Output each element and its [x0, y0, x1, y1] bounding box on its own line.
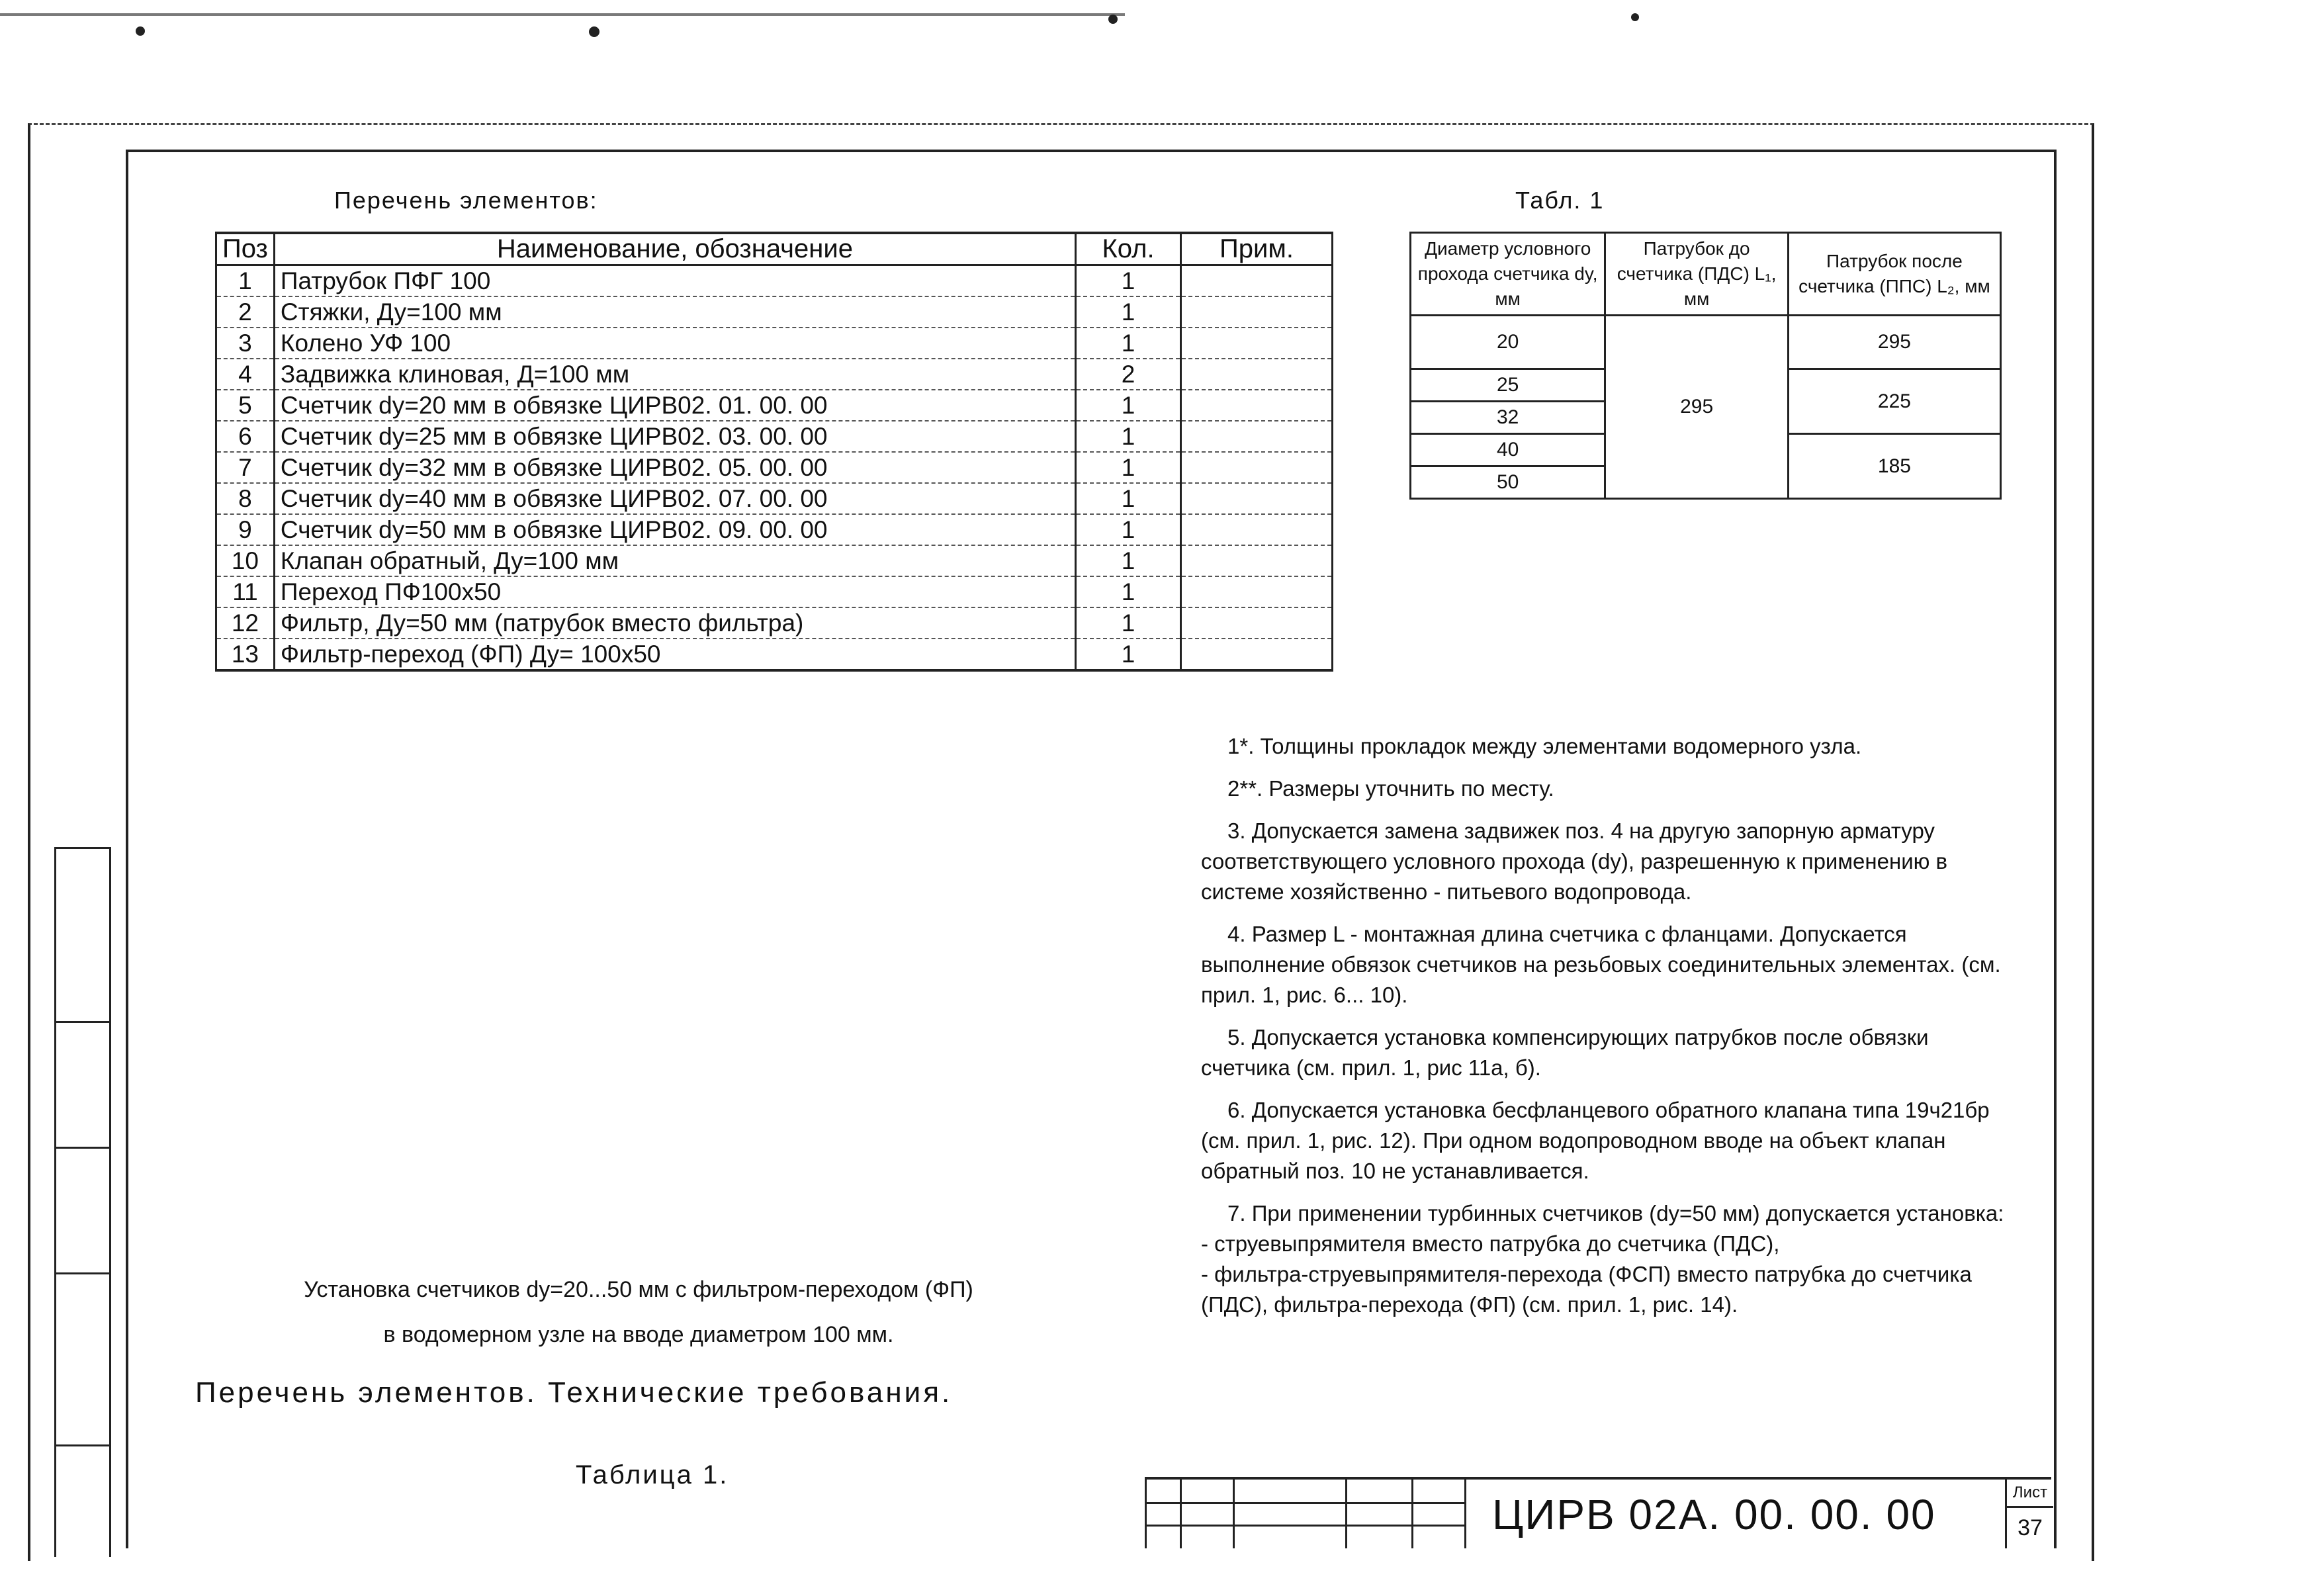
- sheet-label: Лист: [2007, 1480, 2053, 1508]
- dims-pps-cell: 185: [1788, 434, 2000, 499]
- table-row: [216, 328, 1333, 359]
- row-note: [1181, 421, 1333, 452]
- row-note: [1181, 639, 1333, 670]
- table-row: [216, 576, 1333, 607]
- scan-artifact-top: [0, 13, 1125, 16]
- dims-pps-cell: 225: [1788, 369, 2000, 434]
- scan-artifact-dot: [1631, 13, 1639, 21]
- binding-strip: [54, 847, 111, 1557]
- note-item: 3. Допускается замена задвижек поз. 4 на другую запорную арматуру соответствующего условного прохода (dy), разрешенную к применению в системе хозяйственно - питьевого водопровода.: [1201, 819, 1948, 904]
- row-qty: 1: [1076, 390, 1181, 421]
- sheet-box: [2005, 1480, 2053, 1548]
- drawing-title-line2: в водомерном узле на вводе диаметром 100 мм.: [383, 1322, 894, 1347]
- row-qty: 1: [1076, 639, 1181, 670]
- row-pos: 13: [216, 639, 275, 670]
- row-note: [1181, 452, 1333, 483]
- row-name: Счетчик dy=40 мм в обвязке ЦИРВ02. 07. 00. 00: [274, 483, 1075, 514]
- row-qty: 1: [1076, 545, 1181, 576]
- row-name: Переход ПФ100х50: [274, 576, 1075, 607]
- table-row: [216, 421, 1333, 452]
- dimensions-table: [1409, 232, 2002, 500]
- dims-header-diameter: Диаметр условного прохода счетчика dy, мм: [1411, 233, 1605, 316]
- table-row: [216, 483, 1333, 514]
- section-title: Перечень элементов. Технические требования.: [195, 1376, 953, 1409]
- col-pos-header: Поз: [216, 233, 275, 265]
- title-block-cells: [1145, 1480, 1466, 1548]
- dims-diameter-cell: 32: [1411, 402, 1605, 434]
- dims-pds-cell: 295: [1605, 316, 1789, 499]
- row-name: Задвижка клиновая, Д=100 мм: [274, 359, 1075, 390]
- dims-header-pds: Патрубок до счетчика (ПДС) L₁, мм: [1605, 233, 1789, 316]
- row-note: [1181, 296, 1333, 328]
- dims-diameter-cell: 20: [1411, 316, 1605, 369]
- col-name-header: Наименование, обозначение: [274, 233, 1075, 265]
- dims-pps-cell: 295: [1788, 316, 2000, 369]
- table-row: [216, 390, 1333, 421]
- scan-artifact-dot: [136, 26, 145, 36]
- row-note: [1181, 328, 1333, 359]
- scan-artifact-dot: [589, 26, 599, 37]
- note-subitem: - фильтра-струевыпрямителя-перехода (ФСП) вместо патрубка до счетчика (ПДС), фильтра-перехода (ФП) (см. прил. 1, рис. 14).: [1201, 1262, 1972, 1317]
- table-row: [216, 607, 1333, 639]
- row-note: [1181, 607, 1333, 639]
- row-qty: 1: [1076, 296, 1181, 328]
- row-note: [1181, 514, 1333, 545]
- table-row: [216, 265, 1333, 297]
- elements-table: [215, 232, 1333, 672]
- row-note: [1181, 545, 1333, 576]
- row-pos: 6: [216, 421, 275, 452]
- table-row: [216, 545, 1333, 576]
- technical-notes: [1201, 731, 2012, 1320]
- row-name: Колено УФ 100: [274, 328, 1075, 359]
- row-note: [1181, 483, 1333, 514]
- col-note-header: Прим.: [1181, 233, 1333, 265]
- row-pos: 4: [216, 359, 275, 390]
- document-code: ЦИРВ 02А. 00. 00. 00: [1492, 1491, 1936, 1538]
- row-qty: 1: [1076, 514, 1181, 545]
- row-pos: 5: [216, 390, 275, 421]
- row-qty: 1: [1076, 328, 1181, 359]
- row-pos: 1: [216, 265, 275, 297]
- row-note: [1181, 390, 1333, 421]
- row-name: Счетчик dy=25 мм в обвязке ЦИРВ02. 03. 00. 00: [274, 421, 1075, 452]
- note-item: 7. При применении турбинных счетчиков (dy=50 мм) допускается установка:: [1227, 1201, 2004, 1225]
- note-item: 1*. Толщины прокладок между элементами водомерного узла.: [1227, 734, 1862, 758]
- row-name: Счетчик dy=32 мм в обвязке ЦИРВ02. 05. 00. 00: [274, 452, 1075, 483]
- row-pos: 9: [216, 514, 275, 545]
- row-qty: 1: [1076, 421, 1181, 452]
- row-qty: 1: [1076, 452, 1181, 483]
- row-pos: 2: [216, 296, 275, 328]
- table-row: [216, 639, 1333, 670]
- row-pos: 7: [216, 452, 275, 483]
- col-qty-header: Кол.: [1076, 233, 1181, 265]
- row-qty: 1: [1076, 607, 1181, 639]
- table1-caption: Табл. 1: [1515, 187, 1605, 214]
- row-qty: 1: [1076, 483, 1181, 514]
- row-name: Счетчик dy=20 мм в обвязке ЦИРВ02. 01. 00. 00: [274, 390, 1075, 421]
- title-block: [1145, 1477, 2051, 1548]
- row-qty: 1: [1076, 576, 1181, 607]
- row-qty: 1: [1076, 265, 1181, 297]
- note-item: 2**. Размеры уточнить по месту.: [1227, 776, 1554, 801]
- dims-diameter-cell: 40: [1411, 434, 1605, 466]
- scan-artifact-dot: [1108, 15, 1118, 24]
- row-pos: 3: [216, 328, 275, 359]
- dims-diameter-cell: 50: [1411, 466, 1605, 499]
- table-row: [216, 452, 1333, 483]
- row-name: Патрубок ПФГ 100: [274, 265, 1075, 297]
- elements-caption: Перечень элементов:: [334, 187, 598, 214]
- note-item: 6. Допускается установка бесфланцевого обратного клапана типа 19ч21бр (см. прил. 1, рис. 12). При одном водопроводном вводе на объект клапан обратный поз. 10 не устанавливается.: [1201, 1098, 1990, 1183]
- table-row: [216, 514, 1333, 545]
- row-pos: 8: [216, 483, 275, 514]
- row-note: [1181, 265, 1333, 297]
- sheet-number: 37: [2018, 1515, 2043, 1540]
- row-name: Стяжки, Ду=100 мм: [274, 296, 1075, 328]
- row-name: Клапан обратный, Ду=100 мм: [274, 545, 1075, 576]
- row-qty: 2: [1076, 359, 1181, 390]
- row-note: [1181, 576, 1333, 607]
- row-pos: 11: [216, 576, 275, 607]
- table-label: Таблица 1.: [576, 1460, 729, 1489]
- row-pos: 12: [216, 607, 275, 639]
- row-name: Фильтр-переход (ФП) Ду= 100х50: [274, 639, 1075, 670]
- note-subitem: - струевыпрямителя вместо патрубка до счетчика (ПДС),: [1201, 1231, 1780, 1256]
- row-pos: 10: [216, 545, 275, 576]
- row-note: [1181, 359, 1333, 390]
- table-row: [216, 296, 1333, 328]
- note-item: 4. Размер L - монтажная длина счетчика с фланцами. Допускается выполнение обвязок счетчиков на резьбовых соединительных элементах. (см. прил. 1, рис. 6... 10).: [1201, 922, 2001, 1007]
- drawing-title-line1: Установка счетчиков dy=20...50 мм с фильтром-переходом (ФП): [304, 1277, 973, 1302]
- dims-diameter-cell: 25: [1411, 369, 1605, 402]
- note-item: 5. Допускается установка компенсирующих патрубков после обвязки счетчика (см. прил. 1, рис 11а, б).: [1201, 1025, 1929, 1080]
- row-name: Счетчик dy=50 мм в обвязке ЦИРВ02. 09. 00. 00: [274, 514, 1075, 545]
- row-name: Фильтр, Ду=50 мм (патрубок вместо фильтра): [274, 607, 1075, 639]
- dims-header-pps: Патрубок после счетчика (ППС) L₂, мм: [1788, 233, 2000, 316]
- table-row: [216, 359, 1333, 390]
